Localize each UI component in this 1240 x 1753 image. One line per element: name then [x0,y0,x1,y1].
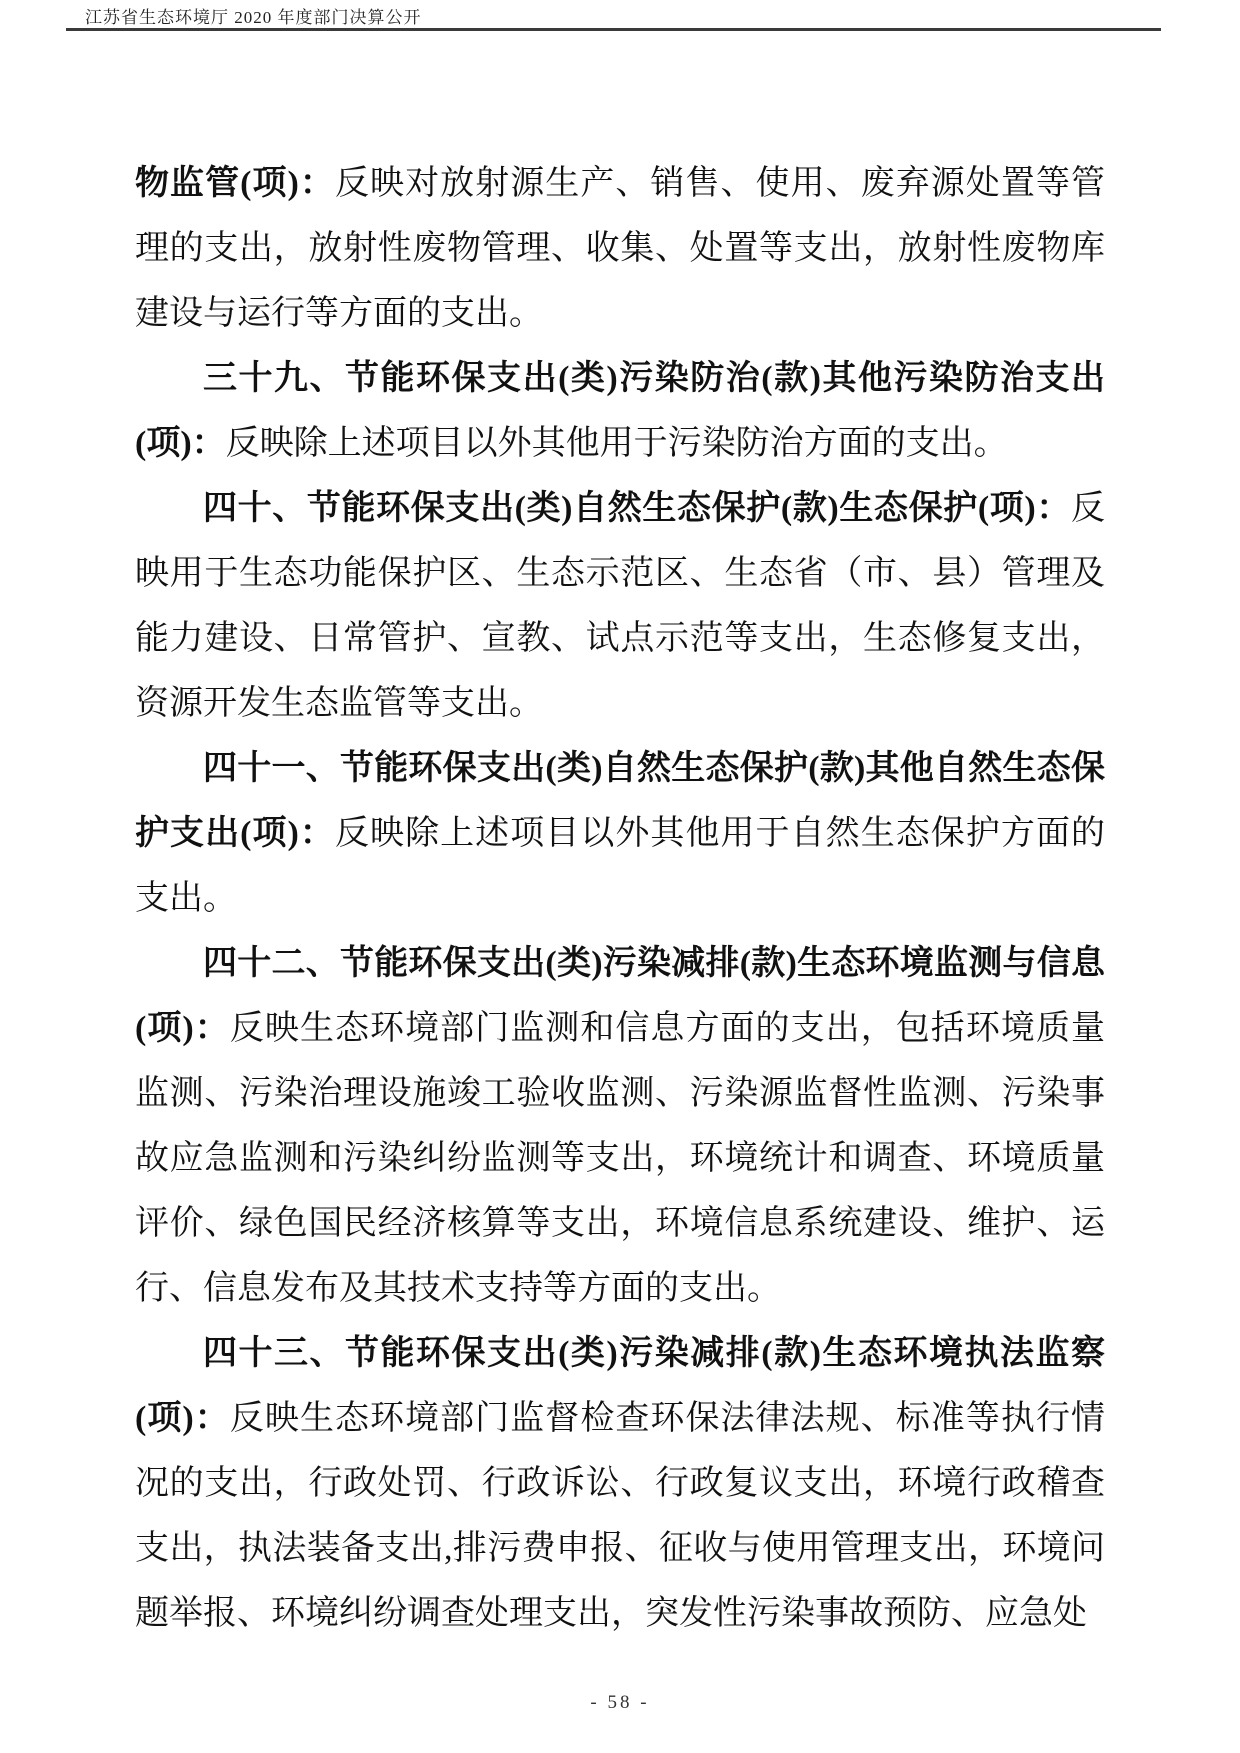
paragraph-lead: 物监管(项)： [135,165,335,202]
paragraph-lead: 四十二、节能环保支出(类)污染减排(款)生态环境监测与信息(项)： [135,945,1105,1047]
paragraph-lead: 四十一、节能环保支出(类)自然生态保护(款)其他自然生态保护支出(项)： [135,750,1105,852]
paragraph-text: 反映除上述项目以外其他用于污染防治方面的支出。 [225,425,1008,462]
paragraph [135,476,1105,736]
paragraph-text: 反映用于生态功能保护区、生态示范区、生态省（市、县）管理及能力建设、日常管护、宣教、试点示范等支出，生态修复支出，资源开发生态监管等支出。 [135,490,1105,722]
paragraph-lead: 四十三、节能环保支出(类)污染减排(款)生态环境执法监察(项)： [135,1335,1105,1437]
paragraph [135,931,1105,1321]
paragraph [135,346,1105,476]
paragraph-text: 反映除上述项目以外其他用于自然生态保护方面的支出。 [135,815,1105,917]
paragraph-lead: 三十九、节能环保支出(类)污染防治(款)其他污染防治支出(项)： [135,360,1105,462]
header-rule [66,28,1161,31]
paragraph [135,151,1105,346]
paragraph [135,1321,1105,1646]
document-body [135,151,1105,1646]
page-header-title: 江苏省生态环境厅 2020 年度部门决算公开 [85,8,422,27]
paragraph-text: 反映生态环境部门监测和信息方面的支出，包括环境质量监测、污染治理设施竣工验收监测、污染源监督性监测、污染事故应急监测和污染纠纷监测等支出，环境统计和调查、环境质量评价、绿色国民经济核算等支出，环境信息系统建设、维护、运行、信息发布及其技术支持等方面的支出。 [135,1010,1105,1307]
paragraph-text: 反映对放射源生产、销售、使用、废弃源处置等管理的支出，放射性废物管理、收集、处置等支出，放射性废物库建设与运行等方面的支出。 [135,165,1105,332]
page-number: - 58 - [590,1692,650,1713]
paragraph-lead: 四十、节能环保支出(类)自然生态保护(款)生态保护(项)： [203,490,1071,527]
paragraph-text: 反映生态环境部门监督检查环保法律法规、标准等执行情况的支出，行政处罚、行政诉讼、行政复议支出，环境行政稽查支出，执法装备支出,排污费申报、征收与使用管理支出，环境问题举报、环境纠纷调查处理支出，突发性污染事故预防、应急处 [135,1400,1105,1632]
paragraph [135,736,1105,931]
